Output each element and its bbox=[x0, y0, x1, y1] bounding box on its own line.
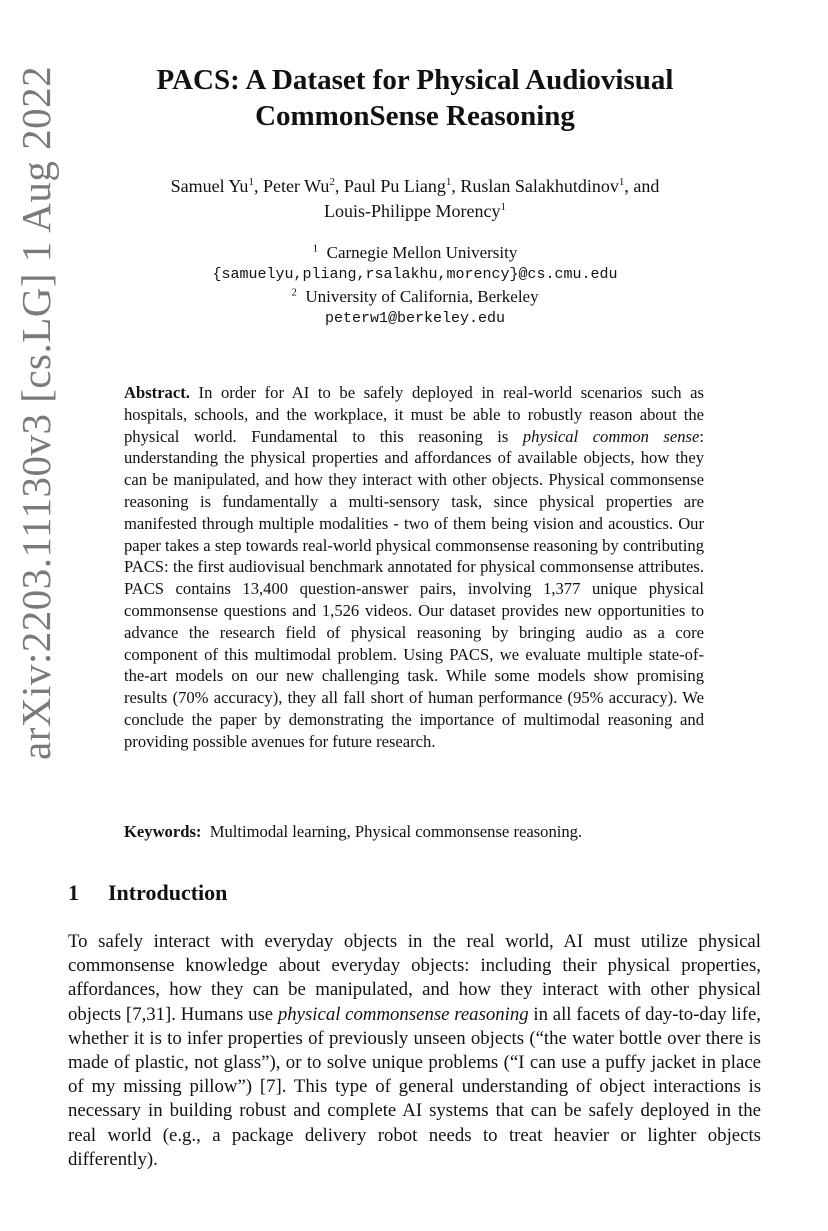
intro-paragraph bbox=[68, 930, 761, 1172]
author-name: Louis-Philippe Morency bbox=[324, 201, 501, 221]
affiliation-marker: 1 bbox=[248, 176, 254, 188]
body-text: To safely interact with everyday objects in the real world, AI must utilize physical commonsense knowledge about everyday objects: including their physical properties, affordances, how they can be manipulated, and how they interact with other physical objects [7,31]. Humans use bbox=[68, 931, 761, 1025]
author-name: Ruslan Salakhutdinov bbox=[460, 176, 619, 196]
author-name: Peter Wu bbox=[262, 176, 330, 196]
affiliation-marker: 1 bbox=[500, 201, 506, 213]
affiliation-marker: 1 bbox=[445, 176, 452, 188]
section-title: Introduction bbox=[108, 880, 228, 905]
keywords bbox=[124, 822, 704, 842]
section-heading bbox=[68, 880, 227, 906]
affiliation-marker: 2 bbox=[329, 176, 335, 188]
title-line-1: PACS: A Dataset for Physical Audiovisual bbox=[156, 64, 674, 96]
paper-title bbox=[90, 62, 740, 134]
body-emphasis: physical commonsense reasoning bbox=[277, 1003, 529, 1025]
affiliation-marker: 1 bbox=[618, 176, 625, 188]
author-conjunction: , and bbox=[624, 176, 660, 196]
title-line-2: CommonSense Reasoning bbox=[255, 100, 575, 132]
abstract-emphasis: physical common sense bbox=[522, 426, 700, 446]
email-address: peterw1@berkeley.edu bbox=[324, 310, 506, 327]
email-address: {samuelyu,pliang,rsalakhu,morency}@cs.cmu.edu bbox=[212, 266, 618, 283]
abstract-text: In order for AI to be safely deployed in real-world scenarios such as hospitals, schools, and the workplace, it must be able to robustly reason about the physical world. Fundamental to this reasoning is bbox=[124, 383, 704, 446]
affiliations bbox=[90, 242, 740, 330]
author-list: Samuel Yu$^1$, Peter Wu$^2$, Paul Pu Liang$^1$, Ruslan Salakhutdinov$^1$, and Louis-Philippe Morency$^1$ bbox=[170, 176, 660, 221]
abstract-label: Abstract. bbox=[124, 383, 190, 402]
affiliation-name: University of California, Berkeley bbox=[305, 287, 539, 306]
abstract bbox=[124, 382, 704, 753]
keywords-text: Multimodal learning, Physical commonsense reasoning. bbox=[209, 822, 583, 841]
arxiv-identifier: arXiv:2203.11130v3 [cs.LG] 1 Aug 2022 bbox=[13, 65, 59, 760]
abstract-text: : understanding the physical properties and affordances of available objects, how they can be manipulated, and how they interact with other objects. Physical commonsense reasoning is fundamentally a multi-sensory task, since physical properties are manifested through multiple modalities - two of them being vision and acoustics. Our paper takes a step towards real-world physical commonsense reasoning by contributing PACS: the first audiovisual benchmark annotated for physical commonsense attributes. PACS contains 13,400 question-answer pairs, involving 1,377 unique physical commonsense questions and 1,526 videos. Our dataset provides new opportunities to advance the research field of physical reasoning by bringing audio as a core component of this multimodal problem. Using PACS, we evaluate multiple state-of-the-art models on our new challenging task. While some models show promising results (70% accuracy), they all fall short of human performance (95% accuracy). We conclude the paper by demonstrating the importance of multimodal reasoning and providing possible avenues for future research. bbox=[124, 426, 704, 751]
body-text: in all facets of day-to-day life, whether it is to infer properties of previously unseen objects (“the water bottle over there is made of plastic, not glass”), or to solve unique problems (“I can use a puffy jacket in place of my missing pillow”) [7]. This type of general understanding of object interactions is necessary in building robust and complete AI systems that can be safely deployed in the real world (e.g., a package delivery robot needs to treat heavier or lighter objects differently). bbox=[68, 1003, 761, 1170]
keywords-label: Keywords: bbox=[124, 822, 202, 841]
affiliation-marker: 1 bbox=[312, 242, 319, 255]
section-number: 1 bbox=[68, 880, 79, 905]
author-name: Paul Pu Liang bbox=[343, 176, 446, 196]
author-name: Samuel Yu bbox=[170, 176, 249, 196]
affiliation-marker: 2 bbox=[291, 286, 297, 299]
affiliation-name: Carnegie Mellon University bbox=[326, 243, 518, 262]
